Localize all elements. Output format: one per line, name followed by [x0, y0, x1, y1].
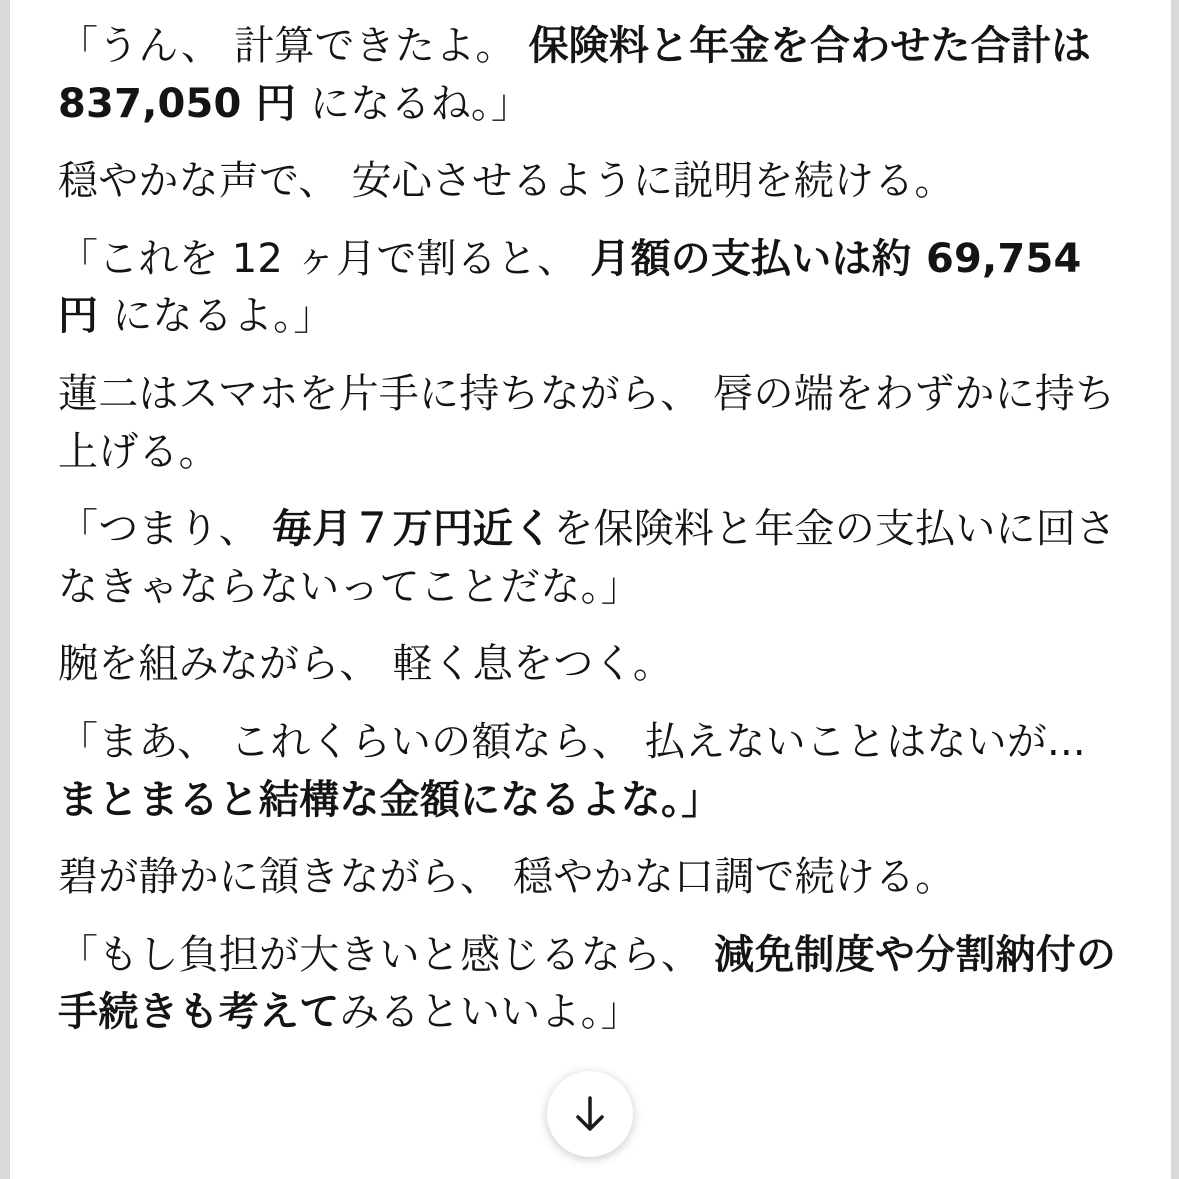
right-edge-strip [1171, 0, 1179, 1179]
body-text: 蓮二はスマホを片手に持ちながら、 唇の端をわずかに持ち上げる。 [58, 370, 1116, 475]
paragraph [58, 231, 1121, 346]
left-edge-strip [0, 0, 10, 1179]
emphasis-text: まとまると結構な金額になるよな。」 [58, 776, 722, 823]
paragraph [58, 366, 1121, 481]
paragraph [58, 636, 1121, 694]
emphasis-text: 保険料と年金を合わせた合計は 837,050 円 [58, 23, 1092, 127]
body-text: 「もし負担が大きいと感じるなら、 [58, 931, 715, 978]
body-text: になるね。」 [310, 80, 532, 127]
scroll-to-bottom-button[interactable] [547, 1071, 633, 1157]
paragraph [58, 153, 1121, 211]
body-text: になるよ。」 [112, 293, 334, 340]
body-text: みるといいよ。」 [339, 989, 642, 1036]
paragraph [58, 927, 1121, 1042]
body-text: 「つまり、 [58, 506, 272, 553]
paragraph [58, 849, 1121, 907]
paragraph [58, 501, 1121, 616]
body-text: 「まあ、 これくらいの額なら、 払えないことはないが... [58, 718, 1086, 765]
emphasis-text: 減免制度や分割納付の手続きも考えて [58, 931, 1117, 1036]
document-content [58, 18, 1121, 1042]
paragraph [58, 18, 1121, 133]
body-text: を保険料と年金の支払いに回さなきゃならないってことだな。」 [58, 506, 1117, 610]
emphasis-text: 毎月７万円近く [271, 506, 554, 553]
body-text: 「うん、 計算できたよ。 [58, 23, 529, 69]
body-text: 「これを 12 ヶ月で割ると、 [58, 235, 591, 282]
emphasis-text: 月額の支払いは約 69,754 円 [58, 235, 1082, 340]
body-text: 穏やかな声で、 安心させるように説明を続ける。 [58, 158, 955, 205]
body-text: 腕を組みながら、 軽く息をつく。 [58, 641, 674, 688]
paragraph [58, 714, 1121, 829]
arrow-down-icon [570, 1092, 610, 1136]
body-text: 碧が静かに頷きながら、 穏やかな口調で続ける。 [58, 854, 956, 901]
